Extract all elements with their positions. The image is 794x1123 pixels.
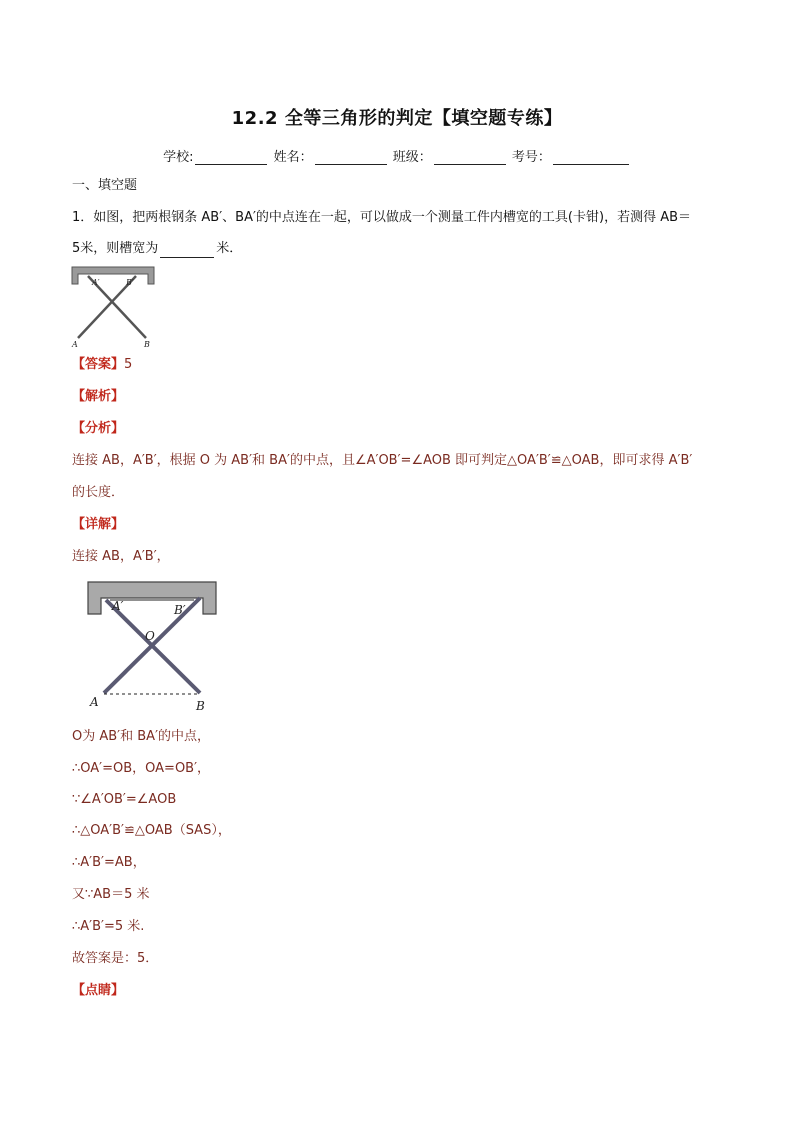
solution-step: O为 AB′和 BA′的中点， [72,729,211,744]
class-blank[interactable] [434,150,506,165]
label-a: A [90,695,99,709]
answer-value: 5 [124,357,133,372]
section-heading: 一、填空题 [72,178,138,193]
solution-step: 又∵AB＝5 米 [72,887,150,902]
solution-step: ∴A′B′=5 米. [72,919,145,934]
question-line-2 [72,240,242,258]
name-label: 姓名： [273,150,313,165]
caliper-figure-small [66,264,158,350]
slot-frame [72,267,154,284]
label-b-prime: B′ [126,278,134,287]
solution-step: ∴△OA′B′≌△OAB（SAS）， [72,823,231,838]
exam-number-blank[interactable] [553,150,629,165]
label-a-prime: A′ [92,278,100,287]
solution-step: ∴A′B′=AB， [72,855,146,870]
fenxi-label: 【分析】 [72,421,125,436]
question-line-2-end: 米． [216,241,243,256]
question-line-1: 1．如图，把两根钢条 AB′、BA′的中点连在一起，可以做成一个测量工件内槽宽的工具(卡钳)，若测得 AB＝ [72,210,692,225]
detail-intro: 连接 AB，A′B′， [72,549,170,564]
answer-line [72,356,132,374]
slot-frame [88,582,216,614]
caliper-figure-large [82,578,222,716]
label-b-prime: B′ [174,603,186,617]
dianjing-label: 【点睛】 [72,983,125,998]
label-b: B [196,699,205,713]
answer-label: 【答案】 [72,357,125,372]
solution-step: 故答案是：5． [72,951,159,966]
analysis-label: 【解析】 [72,389,125,404]
solution-step: ∴OA′=OB，OA=OB′， [72,761,211,776]
school-blank[interactable] [195,150,267,165]
fenxi-line-2: 的长度． [72,485,125,500]
solution-step: ∵∠A′OB′=∠AOB [72,792,177,807]
page-title: 12.2 全等三角形的判定【填空题专练】 [231,108,563,129]
class-label: 班级： [392,150,432,165]
student-info-row [0,146,794,165]
label-a: A [72,340,78,349]
name-blank[interactable] [315,150,387,165]
question-line-2-start: 5米，则槽宽为 [72,241,159,256]
label-a-prime: A′ [112,599,124,613]
label-o: O [145,629,155,643]
answer-blank[interactable] [160,243,214,258]
label-b: B [144,340,150,349]
school-label: 学校: [163,150,194,165]
detail-label: 【详解】 [72,517,125,532]
exam-number-label: 考号： [511,150,551,165]
fenxi-line-1: 连接 AB，A′B′，根据 O 为 AB′和 BA′的中点，且∠A′OB′=∠AOB 即可判定△OA′B′≌△OAB，即可求得 A′B′ [72,453,693,468]
